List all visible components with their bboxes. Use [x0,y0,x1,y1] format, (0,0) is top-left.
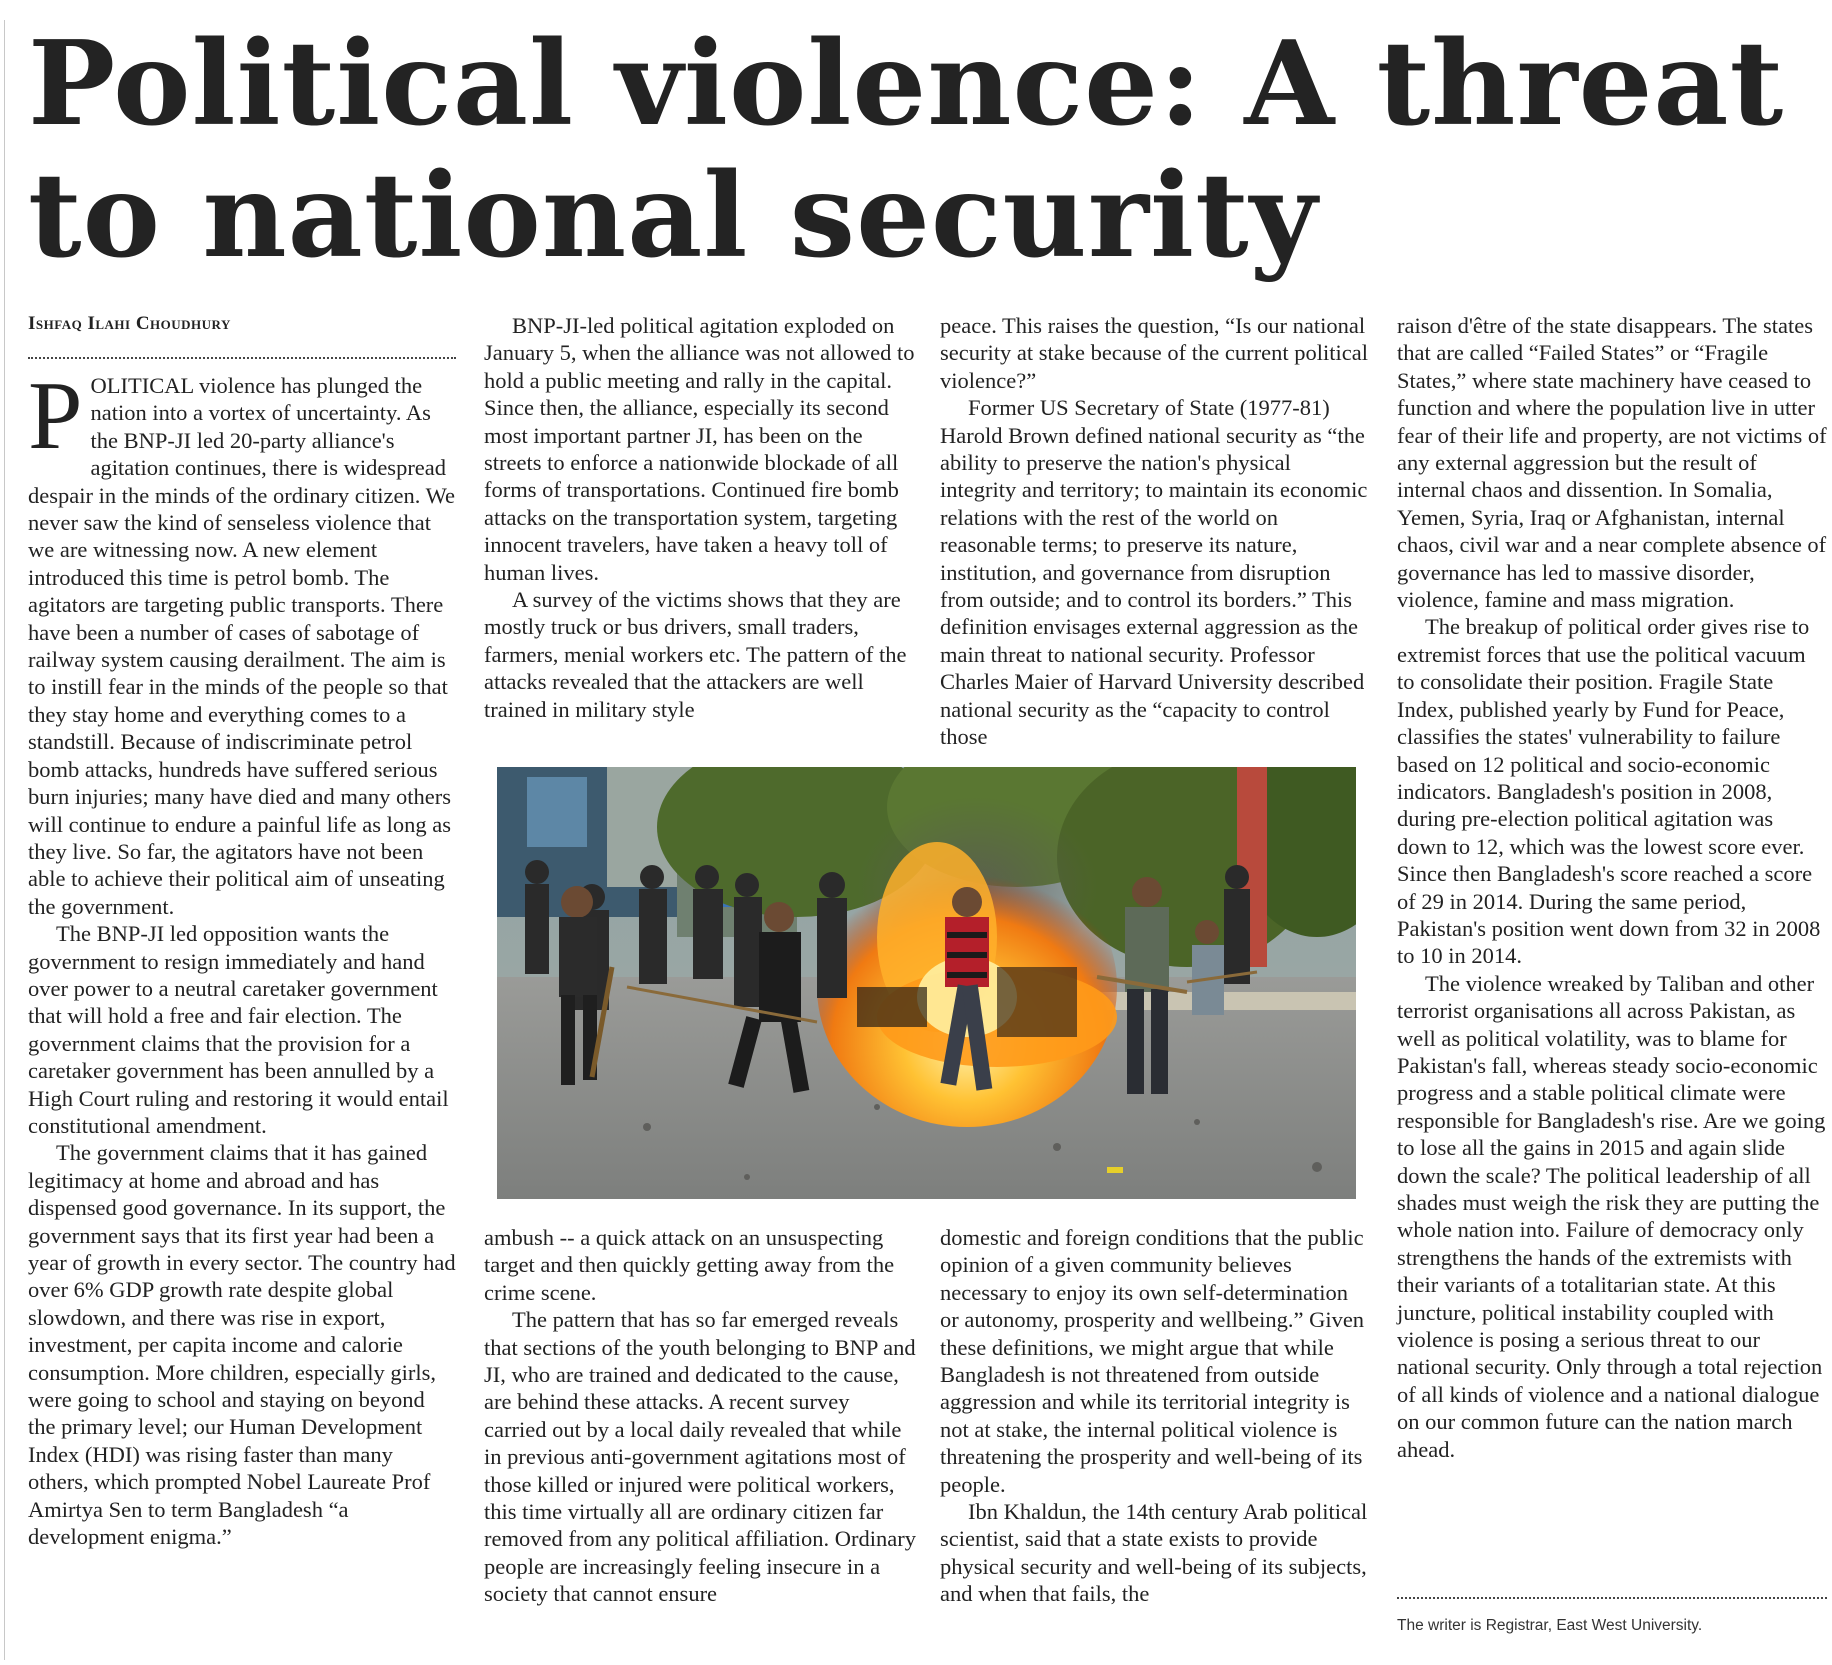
paragraph: The pattern that has so far emerged reveals that sections of the youth belonging to BNP and JI, who are trained and dedicated to the cause, are behind these attacks. A recent survey carried out by a local daily revealed that while in previous anti-government agitations most of those killed or injured were political workers, this time virtually all are ordinary citizen far removed from any political affiliation. Ordinary people are increasingly feeling insecure in a society that cannot ensure [484,1307,916,1607]
lead-text: OLITICAL violence has plunged the nation into a vortex of uncertainty. As the BNP-JI led 20-party alliance's agitation continues, there is widespread despair in the minds of the ordinary citizen. We never saw the kind of senseless violence that we are witnessing now. A new element introduced this time is petrol bomb. The agitators are targeting public transports. There have been a number of cases of sabotage of railway system causing derailment. The aim is to instill fear in the minds of the people so that they stay home and everything comes to a standstill. Because of indiscriminate petrol bomb attacks, hundreds have suffered serious burn injuries; many have died and many others will continue to endure a painful life as long as they live. So far, the agitators have not been able to achieve their political aim of unseating the government. [28,373,456,919]
column-1 [28,362,456,1550]
paragraph: Ibn Khaldun, the 14th century Arab political scientist, said that a state exists to provide physical security and well-being of its subjects, and when that fails, the [940,1499,1368,1607]
page-left-border [4,20,5,1660]
news-photo [497,767,1356,1199]
paragraph: Former US Secretary of State (1977-81) Harold Brown defined national security as “the ability to preserve the nation's physical integrity and territory; to maintain its economic relations with the rest of the world on reasonable terms; to preserve its nature, institution, and governance from disruption from outside; and to control its borders.” This definition envisages external aggression as the main threat to national security. Professor Charles Maier of Harvard University described national security as the “capacity to control those [940,395,1368,750]
lead-paragraph [28,362,456,920]
headline-line-1: Political violence: A threat [28,16,1785,152]
dropcap: P [28,362,83,470]
paragraph: domestic and foreign conditions that the public opinion of a given community believes necessary to enjoy its own self-determination or autonomy, prosperity and wellbeing.” Given these definitions, we might argue that while Bangladesh is not threatened from outside aggression and while its territorial integrity is not at stake, the internal political violence is threatening the prosperity and well-being of its people. [940,1225,1365,1497]
column-3-bottom [940,1224,1372,1608]
paragraph: The BNP-JI led opposition wants the government to resign immediately and hand over power to a neutral caretaker government that will hold a free and fair election. The government claims that the provision for a caretaker government has been annulled by a High Court ruling and restoring it would entail constitutional amendment. [28,921,449,1138]
headline-line-2: to national security [28,148,1319,284]
paragraph: BNP-JI-led political agitation exploded on January 5, when the alliance was not allowed to hold a public meeting and rally in the capital. Since then, the alliance, especially its second most important partner JI, has been on the streets to enforce a nationwide blockade of all forms of transportations. Continued fire bomb attacks on the transportation system, targeting innocent travelers, have taken a heavy toll of human lives. [484,313,915,585]
headline [28,18,1788,282]
column-2-bottom [484,1224,916,1608]
column-2-top [484,312,916,723]
column-4 [1397,312,1827,1463]
paragraph: peace. This raises the question, “Is our national security at stake because of the current political violence?” [940,313,1368,393]
footer-divider [1397,1597,1827,1599]
paragraph: The government claims that it has gained legitimacy at home and abroad and has dispensed good governance. In its support, the government says that its first year had been a year of growth in every sector. The country had over 6% GDP growth rate despite global slowdown, and there was rise in export, investment, per capita income and calorie consumption. More children, especially girls, were going to school and staying on beyond the primary level; our Human Development Index (HDI) was rising faster than many others, which prompted Nobel Laureate Prof Amirtya Sen to term Bangladesh “a development enigma.” [28,1140,456,1550]
paragraph: ambush -- a quick attack on an unsuspecting target and then quickly getting away from the crime scene. [484,1225,895,1305]
street-clash-photo [497,767,1356,1199]
paragraph: A survey of the victims shows that they are mostly truck or bus drivers, small traders, farmers, menial workers etc. The pattern of the attacks revealed that the attackers are well trained in military style [484,587,907,722]
column-3-top [940,312,1372,751]
byline: Ishfaq Ilahi Choudhury [28,313,231,334]
byline-divider [28,357,456,359]
paragraph: The violence wreaked by Taliban and other terrorist organisations all across Pakistan, as well as political volatility, was to blame for Pakistan's fall, whereas steady socio-economic progress and a stable political climate were responsible for Bangladesh's rise. Are we going to lose all the gains in 2015 and again slide down the scale? The political leadership of all shades must weigh the risk they are putting the whole nation into. Failure of democracy only strengthens the hands of the extremists with their variants of a totalitarian state. At this juncture, political instability coupled with violence is posing a serious threat to our national security. Only through a total rejection of all kinds of violence and a national dialogue on our common future can the nation march ahead. [1397,970,1826,1462]
author-note: The writer is Registrar, East West University. [1397,1617,1703,1634]
paragraph: raison d'être of the state disappears. The states that are called “Failed States” or “Fragile States,” where state machinery have ceased to function and where the population live in utter fear of their life and property, are not victims of any external aggression but the result of internal chaos and dissention. In Somalia, Yemen, Syria, Iraq or Afghanistan, internal chaos, civil war and a near complete absence of governance has led to massive disorder, violence, famine and mass migration. [1397,313,1827,613]
paragraph: The breakup of political order gives rise to extremist forces that use the political vacuum to consolidate their position. Fragile State Index, published yearly by Fund for Peace, classifies the states' vulnerability to failure based on 12 political and socio-economic indicators. Bangladesh's position in 2008, during pre-election political agitation was down to 12, which was the lowest score ever. Since then Bangladesh's score reached a score of 29 in 2014. During the same period, Pakistan's position went down from 32 in 2008 to 10 in 2014. [1397,614,1821,969]
